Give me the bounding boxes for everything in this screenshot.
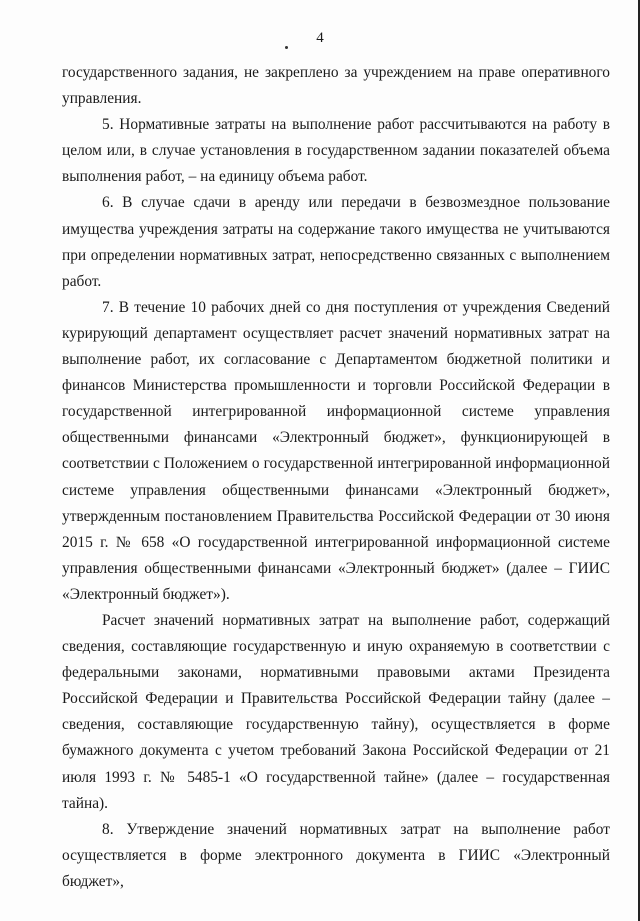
page-number: 4	[316, 30, 324, 46]
paragraph-item-8: 8. Утверждение значений нормативных затрат на выполнение работ осуществляется в форме электронного документа в ГИИС «Электронный бюджет»,	[62, 820, 610, 890]
paragraph-item-7-secret: Расчет значений нормативных затрат на выполнение работ, содержащий сведения, составляющие государственную и иную охраняемую в соответствии с федеральными законами, нормативными правовыми актами Президента Российской Федерации и Правительства Российской Федерации тайну (далее – сведения, составляющие государственную тайну), осуществляется в форме бумажного документа с учетом требований Закона Российской Федерации от 21 июля 1993 г. № 5485-1 «О государственной тайне» (далее – государственная тайна).	[62, 611, 610, 812]
paragraph-item-5: 5. Нормативные затраты на выполнение работ рассчитываются на работу в целом или, в случае установления в государственном задании показателей объема выполнения работ, – на единицу объема работ.	[62, 116, 610, 186]
paragraph-item-6: 6. В случае сдачи в аренду или передачи в безвозмездное пользование имущества учреждения затраты на содержание такого имущества не учитываются при определении нормативных затрат, непосредственно связанных с выполнением работ.	[62, 194, 610, 290]
scan-speck	[285, 46, 288, 49]
paragraph-continuation: государственного задания, не закреплено за учреждением на праве оперативного управления.	[62, 64, 610, 108]
document-body	[62, 60, 610, 895]
paragraph-item-7: 7. В течение 10 рабочих дней со дня поступления от учреждения Сведений курирующий департамент осуществляет расчет значений нормативных затрат на выполнение работ, их согласование с Департаментом бюджетной политики и финансов Министерства промышленности и торговли Российской Федерации в государственной интегрированной информационной системе управления общественными финансами «Электронный бюджет», функционирующей в соответствии с Положением о государственной интегрированной информационной системе управления общественными финансами «Электронный бюджет», утвержденным постановлением Правительства Российской Федерации от 30 июня 2015 г. № 658 «О государственной интегрированной информационной системе управления общественными финансами «Электронный бюджет» (далее – ГИИС «Электронный бюджет»).	[62, 298, 610, 603]
